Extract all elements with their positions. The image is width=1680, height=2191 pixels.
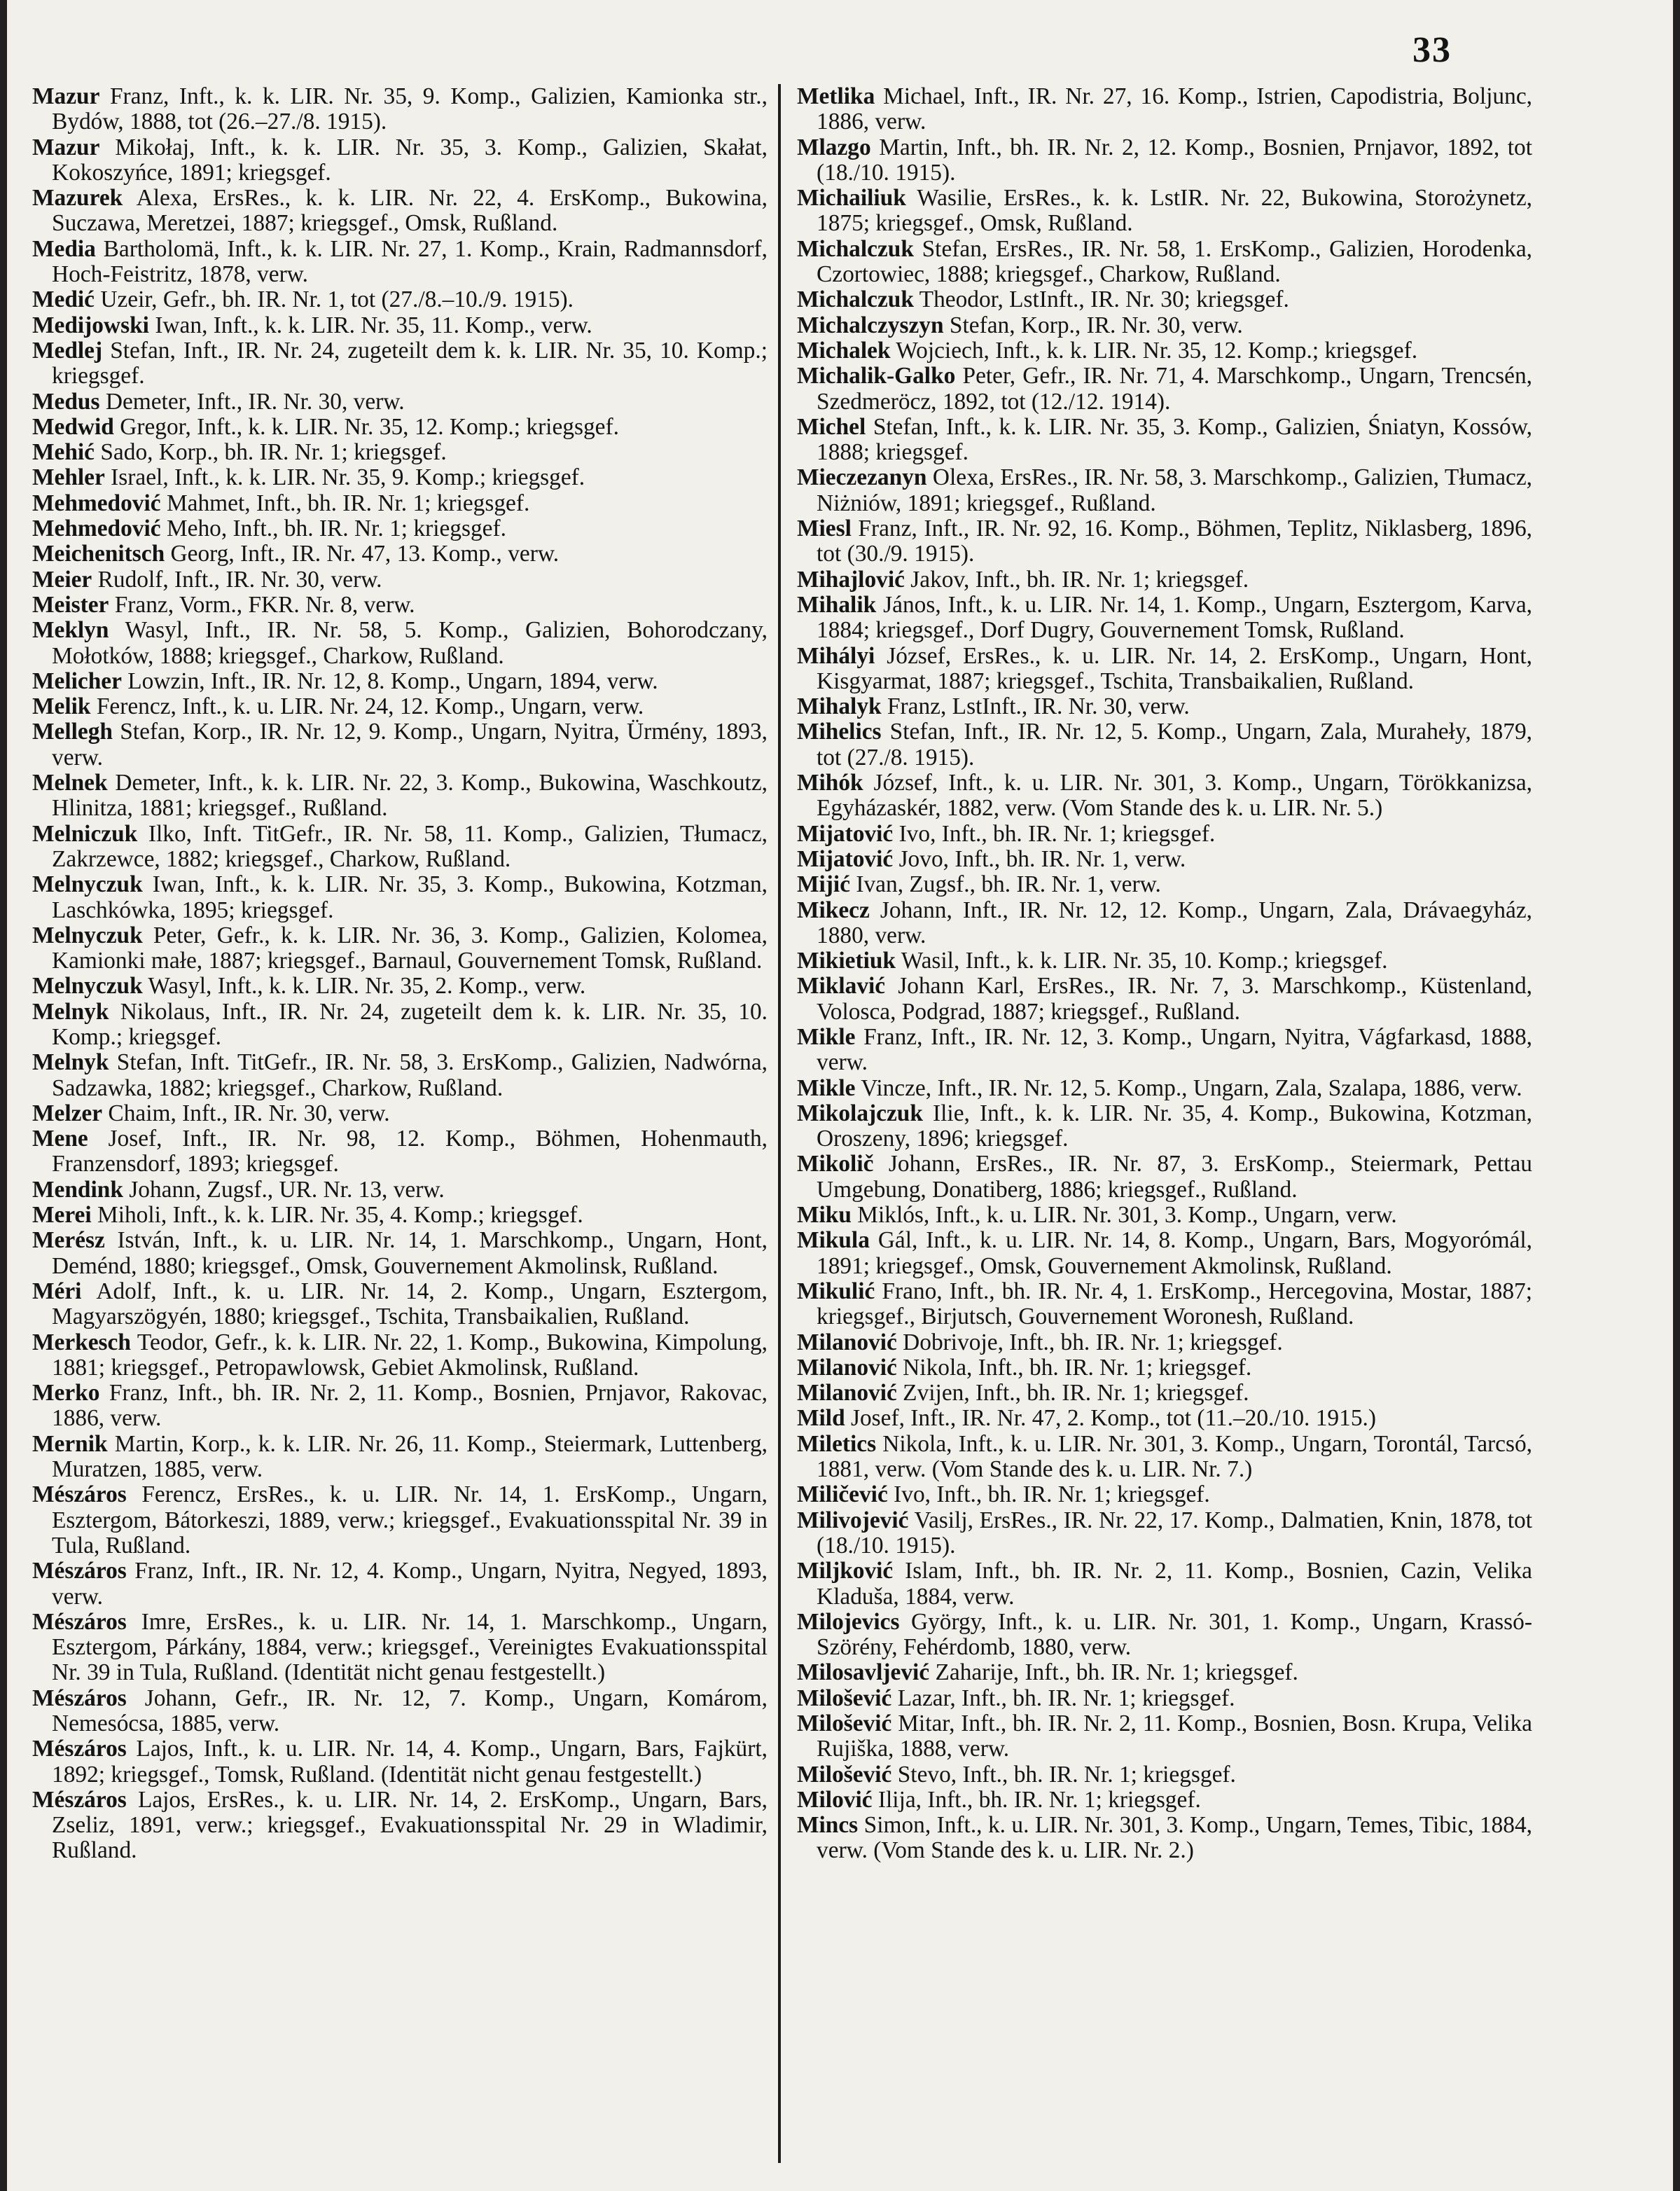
surname: Mészáros xyxy=(32,1608,127,1635)
entry-details: Johann, ErsRes., IR. Nr. 87, 3. ErsKomp., Steiermark, Pettau Umgebung, Donatiberg, 1886; kriegsgef., Rußland. xyxy=(817,1151,1532,1203)
entry-details: Stefan, ErsRes., IR. Nr. 58, 1. ErsKomp., Galizien, Horodenka, Czortowiec, 1888; kriegsgef., Charkow, Rußland. xyxy=(817,235,1532,288)
surname: Mikecz xyxy=(797,897,870,923)
roster-entry xyxy=(32,1126,768,1177)
roster-entry xyxy=(797,847,1532,872)
column-divider xyxy=(778,84,781,2163)
roster-entry xyxy=(797,135,1532,186)
entry-details: Mikołaj, Inft., k. k. LIR. Nr. 35, 3. Komp., Galizien, Skałat, Kokoszyńce, 1891; kriegsgef. xyxy=(52,134,768,186)
roster-entry xyxy=(32,770,768,822)
scan-border-right xyxy=(1673,0,1680,2191)
roster-entry xyxy=(797,1152,1532,1203)
entry-details: Wasyl, Inft., IR. Nr. 58, 5. Komp., Galizien, Bohorodczany, Mołotków, 1888; kriegsgef., Charkow, Rußland. xyxy=(52,617,768,669)
roster-entry xyxy=(797,644,1532,695)
surname: Miljković xyxy=(797,1558,894,1584)
entry-details: Stefan, Inft., IR. Nr. 24, zugeteilt dem k. k. LIR. Nr. 35, 10. Komp.; kriegsgef. xyxy=(52,337,768,389)
roster-entry xyxy=(797,237,1532,288)
roster-entry xyxy=(32,237,768,288)
surname: Melik xyxy=(32,693,91,720)
entry-details: Michael, Inft., IR. Nr. 27, 16. Komp., Istrien, Capodistria, Boljunc, 1886, verw. xyxy=(817,84,1532,135)
entry-details: Martin, Korp., k. k. LIR. Nr. 26, 11. Komp., Steiermark, Luttenberg, Muratzen, 1885, verw. xyxy=(52,1430,768,1483)
entry-details: Mahmet, Inft., bh. IR. Nr. 1; kriegsgef. xyxy=(160,490,530,516)
entry-details: Alexa, ErsRes., k. k. LIR. Nr. 22, 4. ErsKomp., Bukowina, Suczawa, Meretzei, 1887; kriegsgef., Omsk, Rußland. xyxy=(52,185,768,237)
entry-details: Zaharije, Inft., bh. IR. Nr. 1; kriegsgef. xyxy=(929,1659,1298,1686)
surname: Melnyczuk xyxy=(32,871,143,898)
roster-entry xyxy=(797,313,1532,338)
surname: Michalek xyxy=(797,337,891,364)
entry-details: Lowzin, Inft., IR. Nr. 12, 8. Komp., Ungarn, 1894, verw. xyxy=(121,668,658,694)
roster-entry xyxy=(797,567,1532,593)
surname: Mellegh xyxy=(32,719,113,745)
surname: Mernik xyxy=(32,1430,108,1457)
surname: Mehler xyxy=(32,464,105,491)
entry-details: József, ErsRes., k. u. LIR. Nr. 14, 2. ErsKomp., Ungarn, Hont, Kisgyarmat, 1887; kriegsgef., Tschita, Transbaikalien, Rußland. xyxy=(817,642,1532,694)
surname: Mild xyxy=(797,1405,845,1432)
entry-details: Ferencz, ErsRes., k. u. LIR. Nr. 14, 1. ErsKomp., Ungarn, Esztergom, Bátorkeszi, 1889, verw.; kriegsgef., Evakuationsspital Nr. 39 in Tula, Rußland. xyxy=(52,1481,768,1558)
surname: Milanović xyxy=(797,1380,897,1406)
roster-entry xyxy=(797,1610,1532,1661)
surname: Medus xyxy=(32,388,100,415)
roster-entry xyxy=(32,186,768,237)
surname: Media xyxy=(32,235,96,262)
entry-details: Johann, Gefr., IR. Nr. 12, 7. Komp., Ungarn, Komárom, Nemesócsa, 1885, verw. xyxy=(52,1685,768,1736)
surname: Mijatović xyxy=(797,845,894,872)
entry-details: Ilie, Inft., k. k. LIR. Nr. 35, 4. Komp., Bukowina, Kotzman, Oroszeny, 1896; kriegsgef. xyxy=(817,1100,1532,1152)
surname: Mészáros xyxy=(32,1685,127,1711)
roster-entry xyxy=(32,135,768,186)
surname: Milanović xyxy=(797,1329,897,1355)
entry-details: Franz, Inft., k. k. LIR. Nr. 35, 9. Komp., Galizien, Kamionka str., Bydów, 1888, tot (26.–27./8. 1915). xyxy=(52,84,768,135)
entry-details: Vincze, Inft., IR. Nr. 12, 5. Komp., Ungarn, Zala, Szalapa, 1886, verw. xyxy=(855,1074,1522,1101)
entry-details: Simon, Inft., k. u. LIR. Nr. 301, 3. Komp., Ungarn, Temes, Tibic, 1884, verw. (Vom Stande des k. u. LIR. Nr. 2.) xyxy=(817,1812,1532,1864)
roster-entry xyxy=(797,1025,1532,1076)
roster-entry xyxy=(797,1432,1532,1483)
roster-entry xyxy=(797,84,1532,135)
surname: Mikle xyxy=(797,1023,856,1050)
entry-details: Iwan, Inft., k. k. LIR. Nr. 35, 11. Komp., verw. xyxy=(148,312,592,338)
surname: Mehić xyxy=(32,439,95,466)
roster-entry xyxy=(32,1279,768,1330)
surname: Melnyk xyxy=(32,1049,109,1076)
entry-details: Franz, Inft., IR. Nr. 12, 4. Komp., Ungarn, Nyitra, Negyed, 1893, verw. xyxy=(52,1558,768,1610)
entry-details: Franz, Inft., IR. Nr. 12, 3. Komp., Ungarn, Nyitra, Vágfarkasd, 1888, verw. xyxy=(817,1023,1532,1076)
surname: Melnyk xyxy=(32,998,109,1025)
roster-entry xyxy=(32,516,768,541)
surname: Michailiuk xyxy=(797,185,906,212)
roster-entry xyxy=(797,948,1532,974)
entry-details: Israel, Inft., k. k. LIR. Nr. 35, 9. Komp.; kriegsgef. xyxy=(104,464,585,491)
left-column xyxy=(32,84,778,2163)
entry-details: István, Inft., k. u. LIR. Nr. 14, 1. Marschkomp., Ungarn, Hont, Deménd, 1880; kriegsgef., Omsk, Gouvernement Akmolinsk, Rußland. xyxy=(52,1227,768,1279)
entry-details: György, Inft., k. u. LIR. Nr. 301, 1. Komp., Ungarn, Krassó-Szörény, Fehérdomb, 1880, verw. xyxy=(817,1608,1532,1661)
surname: Mikietiuk xyxy=(797,948,896,974)
entry-details: Wasyl, Inft., k. k. LIR. Nr. 35, 2. Komp., verw. xyxy=(142,973,586,1000)
entry-details: Olexa, ErsRes., IR. Nr. 58, 3. Marschkomp., Galizien, Tłumacz, Niżniów, 1891; kriegsgef., Rußland. xyxy=(817,464,1532,516)
entry-details: Ilko, Inft. TitGefr., IR. Nr. 58, 11. Komp., Galizien, Tłumacz, Zakrzewce, 1882; kriegsgef., Charkow, Rußland. xyxy=(52,820,768,872)
surname: Mijatović xyxy=(797,820,894,847)
roster-entry xyxy=(797,1686,1532,1711)
roster-entry xyxy=(32,1330,768,1381)
surname: Mikolajczuk xyxy=(797,1100,923,1126)
entry-details: Rudolf, Inft., IR. Nr. 30, verw. xyxy=(92,566,382,593)
entry-details: Jakov, Inft., bh. IR. Nr. 1; kriegsgef. xyxy=(904,566,1249,593)
roster-entry xyxy=(797,465,1532,516)
surname: Michel xyxy=(797,413,866,440)
roster-entry xyxy=(32,1736,768,1788)
surname: Mendink xyxy=(32,1176,123,1203)
roster-entry xyxy=(32,1558,768,1610)
roster-entry xyxy=(797,1558,1532,1610)
surname: Melnyczuk xyxy=(32,973,143,1000)
surname: Mazur xyxy=(32,134,100,160)
surname: Mikula xyxy=(797,1227,870,1254)
roster-entry xyxy=(797,1279,1532,1330)
roster-entry xyxy=(32,669,768,694)
surname: Meklyn xyxy=(32,617,109,644)
roster-entry xyxy=(32,313,768,338)
surname: Michalik-Galko xyxy=(797,363,956,389)
entry-details: Miklós, Inft., k. u. LIR. Nr. 301, 3. Komp., Ungarn, verw. xyxy=(851,1202,1397,1229)
entry-details: Stevo, Inft., bh. IR. Nr. 1; kriegsgef. xyxy=(891,1761,1236,1788)
roster-entry xyxy=(32,1101,768,1126)
entry-details: József, Inft., k. u. LIR. Nr. 301, 3. Komp., Ungarn, Törökkanizsa, Egyházaskér, 1882, verw. (Vom Stande des k. u. LIR. Nr. 5.) xyxy=(817,770,1532,822)
entry-details: Stefan, Inft. TitGefr., IR. Nr. 58, 3. ErsKomp., Galizien, Nadwórna, Sadzawka, 1882; kriegsgef., Charkow, Rußland. xyxy=(52,1049,768,1101)
roster-entry xyxy=(797,287,1532,312)
roster-entry xyxy=(797,1355,1532,1381)
surname: Mészáros xyxy=(32,1558,127,1584)
entry-details: Demeter, Inft., IR. Nr. 30, verw. xyxy=(99,388,405,415)
entry-details: Nikola, Inft., k. u. LIR. Nr. 301, 3. Komp., Ungarn, Torontál, Tarcsó, 1881, verw. (Vom Stande des k. u. LIR. Nr. 7.) xyxy=(817,1430,1532,1483)
surname: Mihajlović xyxy=(797,566,905,593)
surname: Meichenitsch xyxy=(32,541,165,567)
surname: Miličević xyxy=(797,1481,888,1508)
surname: Milošević xyxy=(797,1685,892,1711)
roster-entry xyxy=(797,898,1532,949)
roster-entry xyxy=(797,1711,1532,1762)
surname: Medlej xyxy=(32,337,103,364)
surname: Melzer xyxy=(32,1100,103,1126)
page-number: 33 xyxy=(1412,30,1452,70)
surname: Mehmedović xyxy=(32,516,161,542)
roster-entry xyxy=(32,1381,768,1432)
entry-details: Teodor, Gefr., k. k. LIR. Nr. 22, 1. Komp., Bukowina, Kimpolung, 1881; kriegsgef., Petropawlowsk, Gebiet Akmolinsk, Rußland. xyxy=(52,1329,768,1381)
surname: Miku xyxy=(797,1202,852,1229)
entry-details: Ilija, Inft., bh. IR. Nr. 1; kriegsgef. xyxy=(872,1786,1201,1813)
roster-entry xyxy=(32,338,768,389)
roster-entry xyxy=(797,1101,1532,1152)
roster-entry xyxy=(797,1660,1532,1685)
roster-entry xyxy=(32,1000,768,1051)
roster-entry xyxy=(797,719,1532,770)
entry-details: Wasil, Inft., k. k. LIR. Nr. 35, 10. Komp.; kriegsgef. xyxy=(896,948,1388,974)
surname: Mijić xyxy=(797,871,851,898)
roster-entry xyxy=(797,1330,1532,1355)
entry-details: Sado, Korp., bh. IR. Nr. 1; kriegsgef. xyxy=(95,439,447,466)
roster-entry xyxy=(797,1203,1532,1228)
roster-entry xyxy=(32,287,768,312)
entry-details: Vasilj, ErsRes., IR. Nr. 22, 17. Komp., Dalmatien, Knin, 1878, tot (18./10. 1915). xyxy=(817,1507,1532,1558)
entry-details: Mitar, Inft., bh. IR. Nr. 2, 11. Komp., Bosnien, Bosn. Krupa, Velika Rujiška, 1888, verw. xyxy=(817,1710,1532,1762)
entry-details: Frano, Inft., bh. IR. Nr. 4, 1. ErsKomp., Hercegovina, Mostar, 1887; kriegsgef., Birjutsch, Gouvernement Woronesh, Rußland. xyxy=(817,1278,1532,1330)
entry-details: Theodor, LstInft., IR. Nr. 30; kriegsgef. xyxy=(913,286,1289,313)
roster-entry xyxy=(32,1482,768,1558)
roster-entry xyxy=(32,1203,768,1228)
entry-details: Franz, Inft., IR. Nr. 92, 16. Komp., Böhmen, Teplitz, Niklasberg, 1896, tot (30./9. 1915). xyxy=(817,516,1532,567)
surname: Merei xyxy=(32,1202,92,1229)
entry-details: Lajos, ErsRes., k. u. LIR. Nr. 14, 2. ErsKomp., Ungarn, Bars, Zseliz, 1891, verw.; kriegsgef., Evakuationsspital Nr. 29 in Wladimir, Rußland. xyxy=(52,1786,768,1864)
entry-details: Imre, ErsRes., k. u. LIR. Nr. 14, 1. Marschkomp., Ungarn, Esztergom, Párkány, 1884, verw.; kriegsgef., Vereinigtes Evakuationsspital Nr. 39 in Tula, Rußland. (Identität nicht genau festgestellt.) xyxy=(52,1608,768,1686)
entry-details: Ivan, Zugsf., bh. IR. Nr. 1, verw. xyxy=(850,871,1161,898)
roster-entry xyxy=(797,1508,1532,1559)
surname: Michalczuk xyxy=(797,286,914,313)
surname: Milojevics xyxy=(797,1608,900,1635)
entry-details: Ivo, Inft., bh. IR. Nr. 1; kriegsgef. xyxy=(893,820,1216,847)
roster-entry xyxy=(797,1076,1532,1101)
roster-entry xyxy=(797,593,1532,644)
roster-entry xyxy=(32,491,768,516)
entry-details: Bartholomä, Inft., k. k. LIR. Nr. 27, 1. Komp., Krain, Radmannsdorf, Hoch-Feistritz, 1878, verw. xyxy=(52,235,768,288)
entry-details: Josef, Inft., IR. Nr. 47, 2. Komp., tot (11.–20./10. 1915.) xyxy=(845,1405,1376,1432)
entry-details: Miholi, Inft., k. k. LIR. Nr. 35, 4. Komp.; kriegsgef. xyxy=(91,1202,583,1229)
roster-entry xyxy=(797,770,1532,822)
surname: Mieczezanyn xyxy=(797,464,927,491)
roster-entry xyxy=(32,465,768,490)
roster-entry xyxy=(797,974,1532,1025)
surname: Merész xyxy=(32,1227,105,1254)
entry-details: Gál, Inft., k. u. LIR. Nr. 14, 8. Komp., Ungarn, Bars, Mogyorómál, 1891; kriegsgef., Omsk, Gouvernement Akmolinsk, Rußland. xyxy=(817,1227,1532,1279)
right-column xyxy=(797,84,1532,2163)
entry-details: Stefan, Korp., IR. Nr. 30, verw. xyxy=(943,312,1243,338)
surname: Milivojević xyxy=(797,1507,909,1533)
entry-details: Lazar, Inft., bh. IR. Nr. 1; kriegsgef. xyxy=(891,1685,1235,1711)
entry-details: Demeter, Inft., k. k. LIR. Nr. 22, 3. Komp., Bukowina, Waschkoutz, Hlinitza, 1881; kriegsgef., Rußland. xyxy=(52,770,768,822)
entry-details: Nikola, Inft., bh. IR. Nr. 1; kriegsgef. xyxy=(896,1354,1252,1381)
surname: Miletics xyxy=(797,1430,877,1457)
roster-entry xyxy=(32,1432,768,1483)
surname: Mihelics xyxy=(797,719,882,745)
surname: Milošević xyxy=(797,1761,892,1788)
surname: Mikolič xyxy=(797,1151,874,1177)
surname: Mihók xyxy=(797,770,863,796)
roster-entry xyxy=(797,694,1532,719)
entry-details: Wasilie, ErsRes., k. k. LstIR. Nr. 22, Bukowina, Storożynetz, 1875; kriegsgef., Omsk, Rußland. xyxy=(817,185,1532,237)
surname: Michalczyszyn xyxy=(797,312,944,338)
surname: Meister xyxy=(32,591,109,618)
roster-entry xyxy=(797,1813,1532,1864)
surname: Michalczuk xyxy=(797,235,914,262)
surname: Mehmedović xyxy=(32,490,161,516)
roster-entry xyxy=(797,1788,1532,1813)
entry-details: Wojciech, Inft., k. k. LIR. Nr. 35, 12. Komp.; kriegsgef. xyxy=(890,337,1418,364)
surname: Mincs xyxy=(797,1812,859,1839)
roster-entry xyxy=(32,1177,768,1203)
entry-details: Johann, Zugsf., UR. Nr. 13, verw. xyxy=(123,1176,445,1203)
entry-details: Ivo, Inft., bh. IR. Nr. 1; kriegsgef. xyxy=(887,1481,1210,1508)
surname: Mészáros xyxy=(32,1481,127,1508)
entry-details: Martin, Inft., bh. IR. Nr. 2, 12. Komp., Bosnien, Prnjavor, 1892, tot (18./10. 1915). xyxy=(817,134,1532,186)
roster-entry xyxy=(32,974,768,999)
entry-details: Franz, LstInft., IR. Nr. 30, verw. xyxy=(881,693,1190,720)
surname: Melnek xyxy=(32,770,108,796)
surname: Mikle xyxy=(797,1074,856,1101)
surname: Milanović xyxy=(797,1354,897,1381)
roster-entry xyxy=(32,593,768,618)
roster-entry xyxy=(32,541,768,567)
entry-details: Peter, Gefr., k. k. LIR. Nr. 36, 3. Komp., Galizien, Kolomea, Kamionki małe, 1887; kriegsgef., Barnaul, Gouvernement Tomsk, Rußland. xyxy=(52,922,768,974)
roster-entry xyxy=(32,694,768,719)
surname: Meier xyxy=(32,566,92,593)
surname: Merkesch xyxy=(32,1329,131,1355)
surname: Miklavić xyxy=(797,973,886,1000)
entry-details: Gregor, Inft., k. k. LIR. Nr. 35, 12. Komp.; kriegsgef. xyxy=(113,413,619,440)
roster-entry xyxy=(32,389,768,415)
entry-details: János, Inft., k. u. LIR. Nr. 14, 1. Komp., Ungarn, Esztergom, Karva, 1884; kriegsgef., Dorf Dugry, Gouvernement Tomsk, Rußland. xyxy=(817,591,1532,644)
entry-details: Iwan, Inft., k. k. LIR. Nr. 35, 3. Komp., Bukowina, Kotzman, Laschkówka, 1895; kriegsgef. xyxy=(52,871,768,923)
entry-details: Johann Karl, ErsRes., IR. Nr. 7, 3. Marschkomp., Küstenland, Volosca, Podgrad, 1887; kriegsgef., Rußland. xyxy=(817,973,1532,1025)
roster-entry xyxy=(32,822,768,873)
roster-entry xyxy=(32,1228,768,1279)
entry-details: Franz, Inft., bh. IR. Nr. 2, 11. Komp., Bosnien, Prnjavor, Rakovac, 1886, verw. xyxy=(52,1380,768,1432)
roster-entry xyxy=(797,872,1532,897)
roster-entry xyxy=(32,1050,768,1101)
surname: Mihalyk xyxy=(797,693,882,720)
surname: Mazurek xyxy=(32,185,123,212)
surname: Medijowski xyxy=(32,312,149,338)
entry-details: Josef, Inft., IR. Nr. 98, 12. Komp., Böhmen, Hohenmauth, Franzensdorf, 1893; kriegsgef. xyxy=(52,1126,768,1177)
surname: Mlazgo xyxy=(797,134,871,160)
roster-entry xyxy=(32,1788,768,1864)
roster-entry xyxy=(797,1406,1532,1431)
surname: Mihalik xyxy=(797,591,877,618)
entry-details: Georg, Inft., IR. Nr. 47, 13. Komp., verw. xyxy=(165,541,560,567)
entry-details: Chaim, Inft., IR. Nr. 30, verw. xyxy=(102,1100,390,1126)
entry-details: Ferencz, Inft., k. u. LIR. Nr. 24, 12. Komp., Ungarn, verw. xyxy=(90,693,644,720)
surname: Méri xyxy=(32,1278,82,1304)
entry-details: Stefan, Inft., IR. Nr. 12, 5. Komp., Ungarn, Zala, Muraheły, 1879, tot (27./8. 1915). xyxy=(817,719,1532,770)
roster-entry xyxy=(797,364,1532,415)
roster-entry xyxy=(32,440,768,465)
entry-details: Zvijen, Inft., bh. IR. Nr. 1; kriegsgef. xyxy=(896,1380,1249,1406)
entry-details: Peter, Gefr., IR. Nr. 71, 4. Marschkomp., Ungarn, Trencsén, Szedmeröcz, 1892, tot (12./12. 1914). xyxy=(817,363,1532,415)
surname: Melnyczuk xyxy=(32,922,143,948)
surname: Medić xyxy=(32,286,95,313)
surname: Milošević xyxy=(797,1710,892,1736)
surname: Miesl xyxy=(797,516,852,542)
surname: Mészáros xyxy=(32,1736,127,1762)
roster-entry xyxy=(797,338,1532,364)
roster-entry xyxy=(32,923,768,974)
surname: Milović xyxy=(797,1786,873,1813)
entry-details: Johann, Inft., IR. Nr. 12, 12. Komp., Ungarn, Zala, Drávaegyház, 1880, verw. xyxy=(817,897,1532,948)
roster-entry xyxy=(32,1686,768,1737)
surname: Milosavljević xyxy=(797,1659,930,1686)
roster-entry xyxy=(797,186,1532,237)
surname: Mihályi xyxy=(797,642,875,669)
entry-details: Islam, Inft., bh. IR. Nr. 2, 11. Komp., Bosnien, Cazin, Velika Kladuša, 1884, verw. xyxy=(817,1558,1532,1610)
surname: Mazur xyxy=(32,84,100,109)
surname: Metlika xyxy=(797,84,875,109)
roster-entry xyxy=(32,1610,768,1686)
roster-entry xyxy=(32,84,768,135)
entry-details: Lajos, Inft., k. u. LIR. Nr. 14, 4. Komp., Ungarn, Bars, Fajkürt, 1892; kriegsgef., Tomsk, Rußland. (Identität nicht genau festgestellt.) xyxy=(52,1736,768,1788)
entry-details: Uzeir, Gefr., bh. IR. Nr. 1, tot (27./8.–10./9. 1915). xyxy=(95,286,574,313)
roster-entry xyxy=(32,618,768,669)
roster-entry xyxy=(32,415,768,440)
entry-details: Franz, Vorm., FKR. Nr. 8, verw. xyxy=(109,591,415,618)
surname: Melicher xyxy=(32,668,122,694)
entry-details: Jovo, Inft., bh. IR. Nr. 1, verw. xyxy=(893,845,1186,872)
roster-entry xyxy=(32,872,768,923)
roster-entry xyxy=(797,1762,1532,1788)
surname: Mene xyxy=(32,1126,88,1152)
surname: Merko xyxy=(32,1380,100,1406)
entry-details: Stefan, Inft., k. k. LIR. Nr. 35, 3. Komp., Galizien, Śniatyn, Kossów, 1888; kriegsgef. xyxy=(817,413,1532,466)
roster-entry xyxy=(797,516,1532,567)
roster-entry xyxy=(32,567,768,593)
roster-entry xyxy=(797,822,1532,847)
roster-entry xyxy=(32,719,768,770)
entry-details: Dobrivoje, Inft., bh. IR. Nr. 1; kriegsgef. xyxy=(896,1329,1283,1355)
two-column-body xyxy=(32,84,1651,2163)
entry-details: Nikolaus, Inft., IR. Nr. 24, zugeteilt dem k. k. LIR. Nr. 35, 10. Komp.; kriegsgef. xyxy=(52,998,768,1050)
roster-entry xyxy=(797,415,1532,466)
roster-entry xyxy=(797,1228,1532,1279)
surname: Medwid xyxy=(32,413,114,440)
entry-details: Stefan, Korp., IR. Nr. 12, 9. Komp., Ungarn, Nyitra, Ürmény, 1893, verw. xyxy=(52,719,768,770)
surname: Melniczuk xyxy=(32,820,138,847)
entry-details: Adolf, Inft., k. u. LIR. Nr. 14, 2. Komp., Ungarn, Esztergom, Magyarszögyén, 1880; kriegsgef., Tschita, Transbaikalien, Rußland. xyxy=(52,1278,768,1330)
surname: Mészáros xyxy=(32,1786,127,1813)
roster-entry xyxy=(797,1381,1532,1406)
surname: Mikulić xyxy=(797,1278,875,1304)
entry-details: Meho, Inft., bh. IR. Nr. 1; kriegsgef. xyxy=(160,516,506,542)
roster-entry xyxy=(797,1482,1532,1507)
scan-border-left xyxy=(0,0,7,2191)
